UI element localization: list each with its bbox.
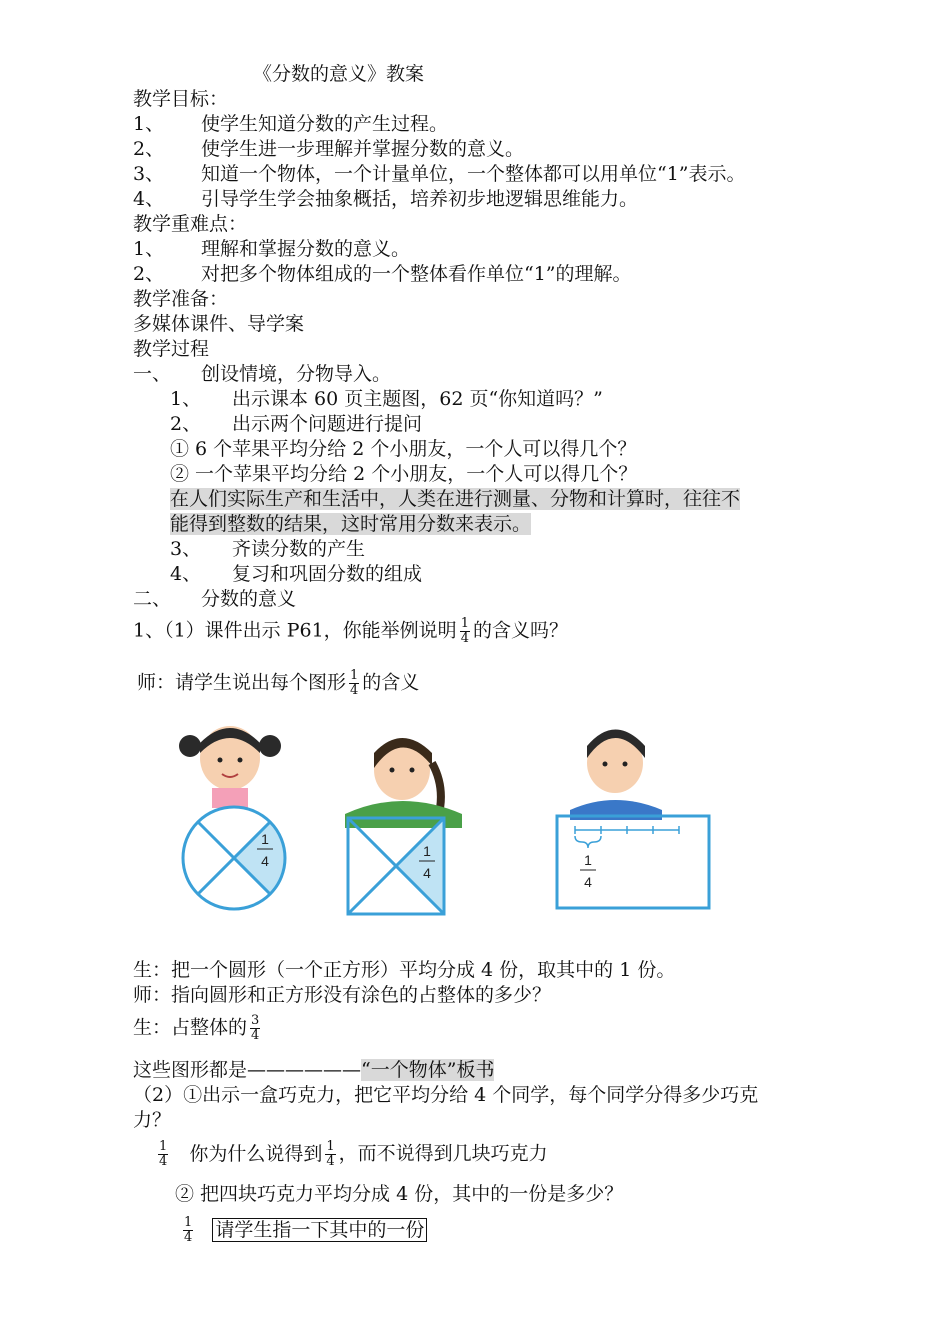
objective-2: 2、 使学生进一步理解并掌握分数的意义。 (133, 138, 525, 160)
square-label-num: 1 (423, 843, 431, 859)
part-2-line-1: （2）①出示一盒巧克力，把它平均分给 4 个同学，每个同学分得多少巧克 (133, 1084, 759, 1106)
keypoint-1: 1、 理解和掌握分数的意义。 (133, 238, 411, 260)
board-line: 这些图形都是——————“一个物体”板书 (133, 1059, 495, 1081)
section-1-heading: 一、 创设情境，分物导入。 (133, 363, 392, 385)
square-label-den: 4 (423, 865, 431, 881)
girl-with-pigtails-illustration (179, 726, 281, 808)
doc-title: 《分数的意义》教案 (253, 63, 425, 85)
part-2-line-2: 力？ (133, 1109, 172, 1131)
fraction-quarter: $\frac{1}{4}$ (159, 1139, 168, 1169)
fraction-figures (170, 718, 730, 918)
girl-with-braid-illustration (345, 738, 462, 828)
why-line: $\frac{1}{4}$ 你为什么说得到 $\frac{1}{4}$ ，而不说得到几块巧克力 (159, 1139, 548, 1169)
circle-label-den: 4 (261, 853, 269, 869)
circle-label-num: 1 (261, 831, 269, 847)
fraction-quarter: $\frac{1}{4}$ (326, 1139, 335, 1169)
student-line-2: 生：占整体的 $\frac{3}{4}$ (133, 1013, 260, 1043)
keypoints-heading: 教学重难点： (133, 213, 248, 235)
section-1-item-1: 1、 出示课本 60 页主题图，62 页“你知道吗？” (170, 388, 603, 410)
teacher-line-2: 师：指向圆形和正方形没有涂色的占整体的多少？ (133, 984, 552, 1006)
fraction-quarter: $\frac{1}{4}$ (184, 1215, 193, 1245)
objective-3: 3、 知道一个物体，一个计量单位，一个整体都可以用单位“1”表示。 (133, 163, 746, 185)
section-2-heading: 二、 分数的意义 (133, 588, 297, 610)
fraction-quarter: $\frac{1}{4}$ (350, 668, 359, 698)
objective-1: 1、 使学生知道分数的产生过程。 (133, 113, 449, 135)
rect-label-num: 1 (584, 852, 592, 868)
keypoint-2: 2、 对把多个物体组成的一个整体看作单位“1”的理解。 (133, 263, 632, 285)
boy-illustration (570, 730, 662, 821)
question-1: ① 6 个苹果平均分给 2 个小朋友，一个人可以得几个？ (170, 438, 637, 460)
fraction-quarter: $\frac{1}{4}$ (460, 616, 469, 646)
fraction-three-quarters: $\frac{3}{4}$ (251, 1013, 260, 1043)
objectives-heading: 教学目标： (133, 88, 229, 110)
section-1-item-3: 3、 齐读分数的产生 (170, 538, 366, 560)
rectangle-figure (557, 816, 709, 908)
objective-4: 4、 引导学生学会抽象概括，培养初步地逻辑思维能力。 (133, 188, 639, 210)
boxed-note: 请学生指一下其中的一份 (212, 1218, 427, 1242)
rect-label-den: 4 (584, 874, 592, 890)
square-figure (348, 818, 444, 914)
circle-figure (183, 807, 285, 909)
section-1-item-4: 4、 复习和巩固分数的组成 (170, 563, 423, 585)
question-3: ② 把四块巧克力平均分成 4 份，其中的一份是多少？ (175, 1183, 624, 1205)
highlight-line-1: 在人们实际生产和生活中，人类在进行测量、分物和计算时，往往不 (170, 488, 741, 510)
section-1-item-2: 2、 出示两个问题进行提问 (170, 413, 423, 435)
student-line-1: 生：把一个圆形（一个正方形）平均分成 4 份，取其中的 1 份。 (133, 959, 676, 981)
prep-text: 多媒体课件、导学案 (133, 313, 305, 335)
highlight-line-2: 能得到整数的结果，这时常用分数来表示。 (170, 513, 532, 535)
teacher-line-1: 师：请学生说出每个图形 $\frac{1}{4}$ 的含义 (137, 668, 420, 698)
question-2: ② 一个苹果平均分给 2 个小朋友，一个人可以得几个？ (170, 463, 638, 485)
part-1-line: 1、（1）课件出示 P61，你能举例说明 $\frac{1}{4}$ 的含义吗？ (133, 616, 568, 646)
process-heading: 教学过程 (133, 338, 210, 360)
boxed-line (180, 1216, 427, 1245)
prep-heading: 教学准备： (133, 288, 229, 310)
